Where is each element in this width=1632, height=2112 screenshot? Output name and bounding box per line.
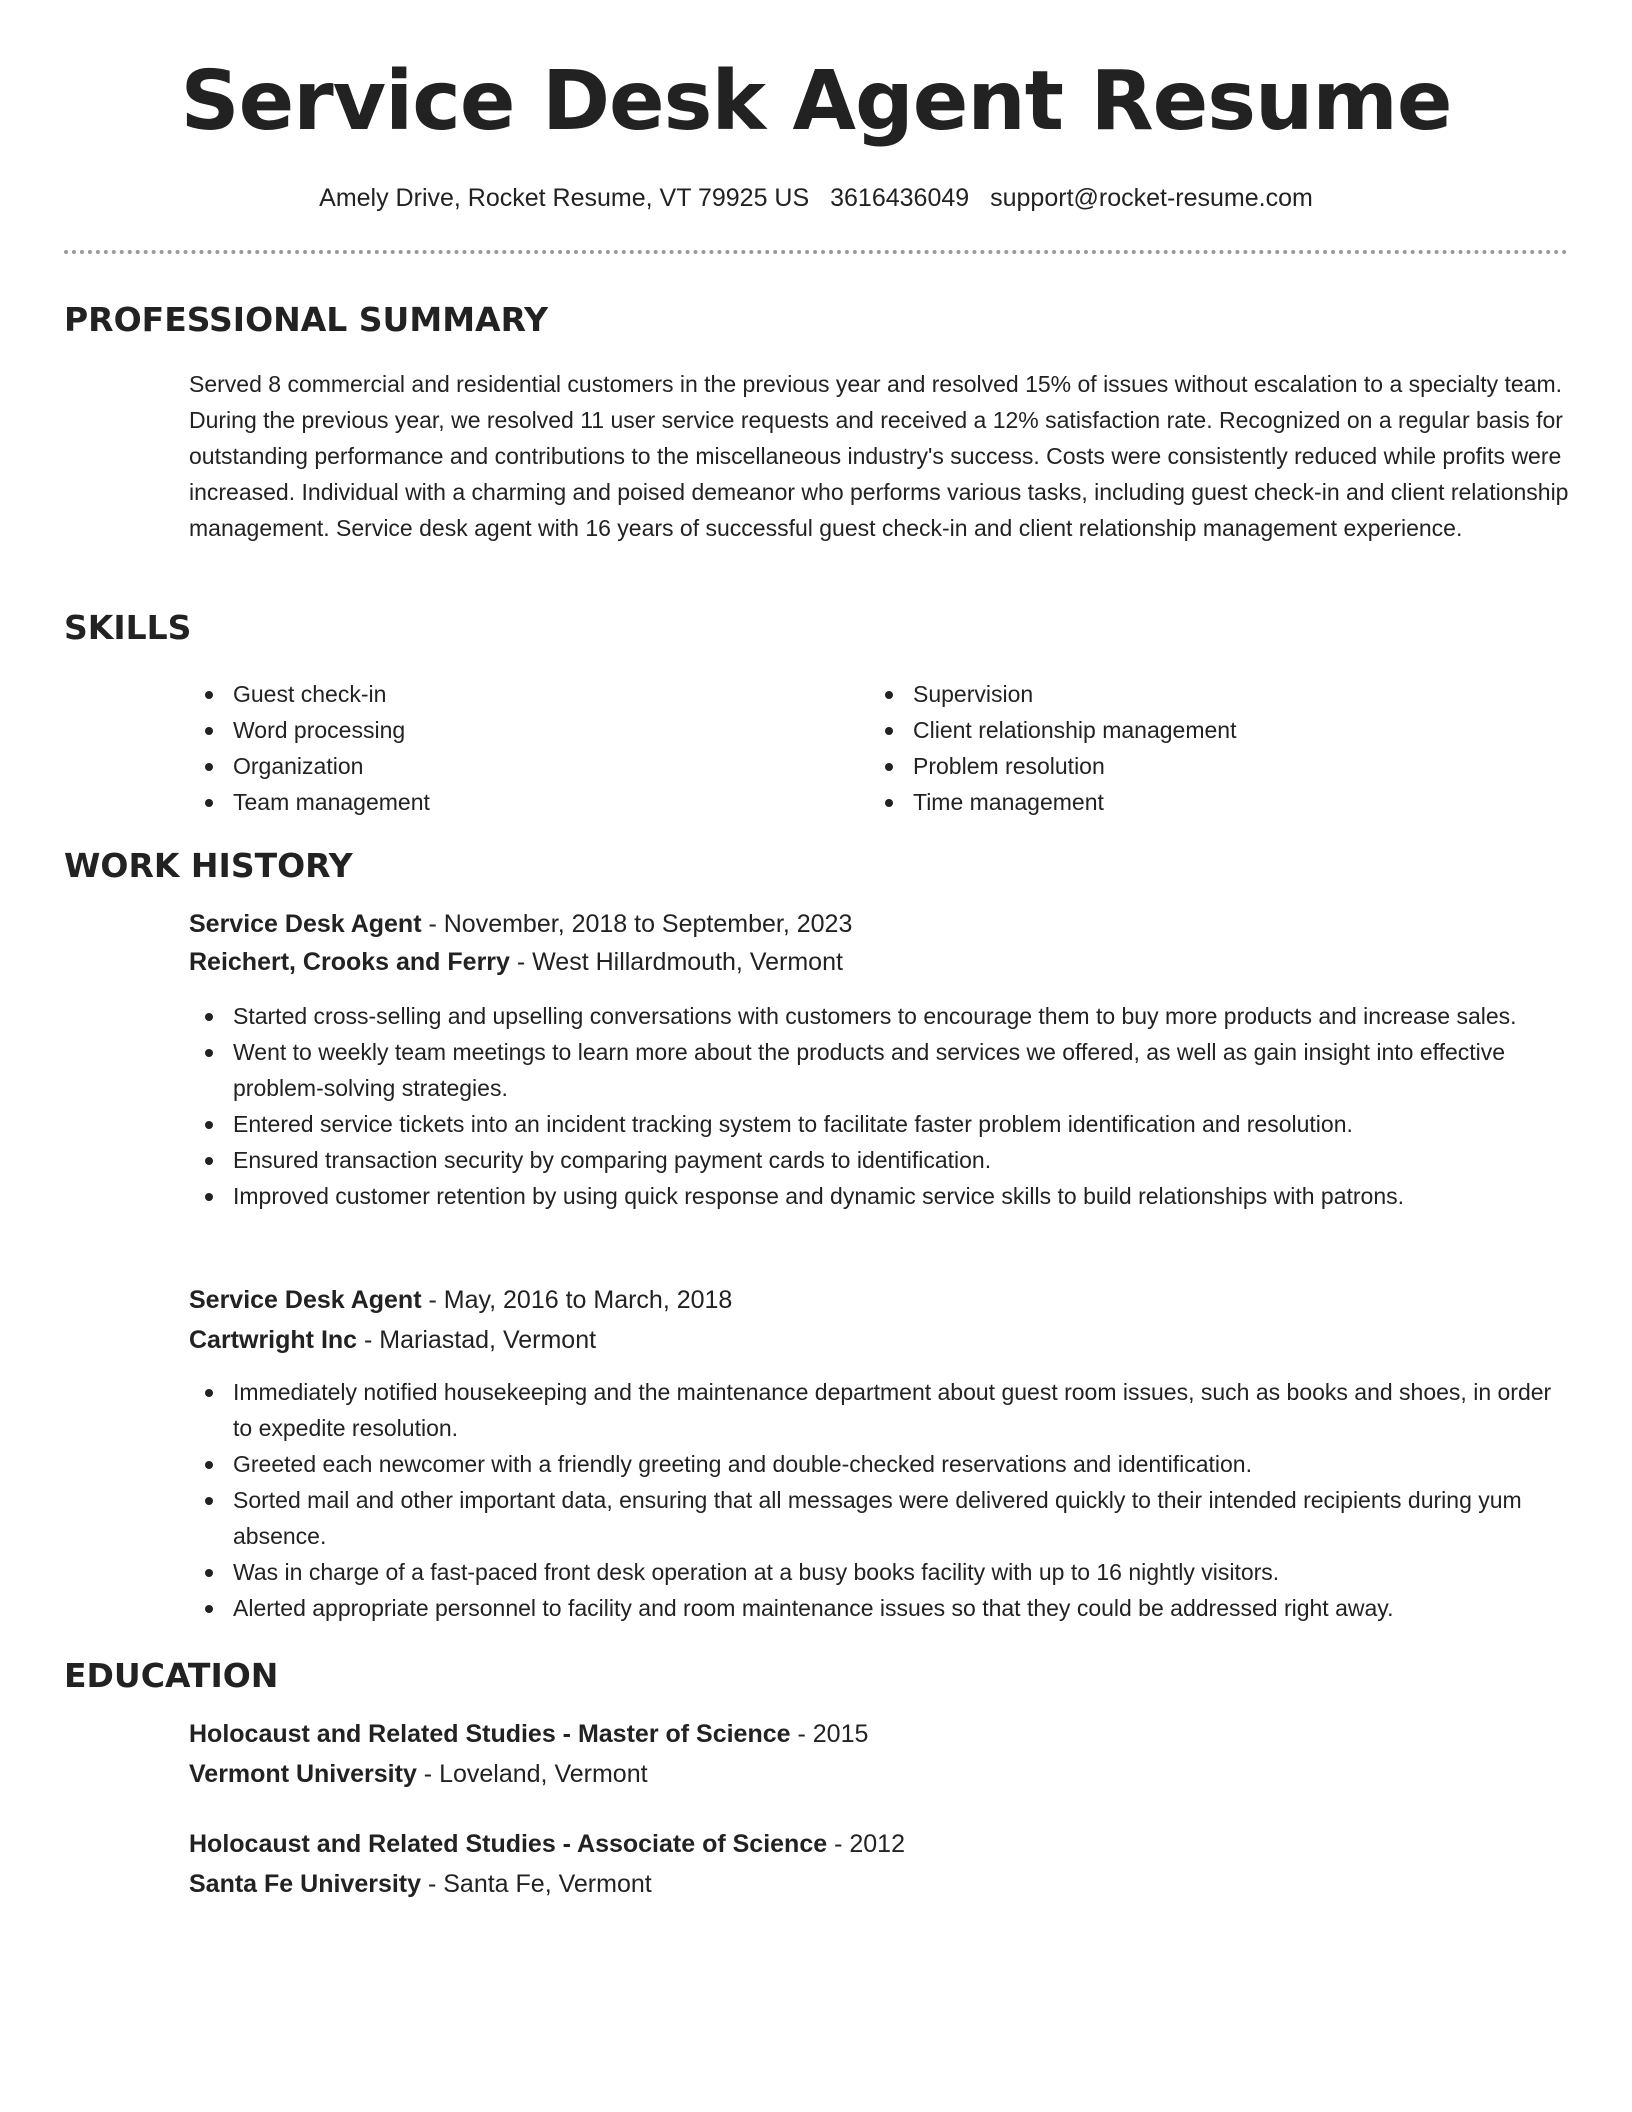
- job-company: Cartwright Inc: [189, 1326, 358, 1354]
- education-degree: Holocaust and Related Studies - Master of Science: [189, 1720, 791, 1748]
- education-school-line: [189, 1866, 652, 1902]
- skills-list: [189, 676, 1569, 820]
- contact-email: support@rocket-resume.com: [990, 184, 1313, 212]
- skills-heading: SKILLS: [64, 608, 192, 647]
- job-company-line: [189, 1322, 596, 1358]
- education-school: Vermont University: [189, 1760, 417, 1788]
- skill-item: Guest check-in: [189, 676, 869, 712]
- skills-column-right: [869, 676, 1549, 820]
- job-bullet: Immediately notified housekeeping and the maintenance department about guest room issues, such as books and shoes, in order to expedite resolution.: [189, 1374, 1569, 1446]
- skill-item: Organization: [189, 748, 869, 784]
- job-bullet: Was in charge of a fast-paced front desk operation at a busy books facility with up to 16 nightly visitors.: [189, 1554, 1569, 1590]
- skills-column-left: [189, 676, 869, 820]
- job-bullet: Alerted appropriate personnel to facility and room maintenance issues so that they could be addressed right away.: [189, 1590, 1569, 1626]
- summary-heading: PROFESSIONAL SUMMARY: [64, 300, 549, 339]
- education-heading: EDUCATION: [64, 1656, 279, 1695]
- job-company-line: [189, 944, 843, 980]
- education-year: - 2012: [827, 1830, 905, 1858]
- job-bullet: Started cross-selling and upselling conversations with customers to encourage them to buy more products and increase sales.: [189, 998, 1569, 1034]
- education-school-line: [189, 1756, 648, 1792]
- job-bullet: Ensured transaction security by comparing payment cards to identification.: [189, 1142, 1569, 1178]
- resume-title: Service Desk Agent Resume: [180, 54, 1452, 149]
- skill-item: Team management: [189, 784, 869, 820]
- job-title-line: [189, 1282, 732, 1318]
- job-location: - West Hillardmouth, Vermont: [509, 948, 843, 976]
- contact-phone: 3616436049: [830, 184, 970, 212]
- education-year: - 2015: [790, 1720, 869, 1748]
- education-school: Santa Fe University: [189, 1870, 422, 1898]
- job-bullets: [189, 1374, 1569, 1626]
- job-bullet: Went to weekly team meetings to learn more about the products and services we offered, as well as gain insight into effective problem-solving strategies.: [189, 1034, 1569, 1106]
- education-location: - Santa Fe, Vermont: [421, 1870, 652, 1898]
- job-role: Service Desk Agent: [189, 910, 422, 938]
- education-degree-line: [189, 1716, 868, 1752]
- summary-text: Served 8 commercial and residential customers in the previous year and resolved 15% of issues without escalation to a specialty team. During the previous year, we resolved 11 user service requests and received a 12% satisfaction rate. Recognized on a regular basis for outstanding performance and contributions to the miscellaneous industry's success. Costs were consistently reduced while profits were increased. Individual with a charming and poised demeanor who performs various tasks, including guest check-in and client relationship management. Service desk agent with 16 years of successful guest check-in and client relationship management experience.: [189, 371, 1569, 541]
- job-dates: - May, 2016 to March, 2018: [421, 1286, 733, 1314]
- job-company: Reichert, Crooks and Ferry: [189, 948, 510, 976]
- skill-item: Problem resolution: [869, 748, 1549, 784]
- job-bullets: [189, 998, 1569, 1214]
- header-divider: [64, 250, 1568, 254]
- skill-item: Time management: [869, 784, 1549, 820]
- job-bullet: Greeted each newcomer with a friendly greeting and double-checked reservations and identification.: [189, 1446, 1569, 1482]
- skill-item: Supervision: [869, 676, 1549, 712]
- education-degree: Holocaust and Related Studies - Associate of Science: [189, 1830, 828, 1858]
- education-location: - Loveland, Vermont: [416, 1760, 648, 1788]
- education-degree-line: [189, 1826, 905, 1862]
- job-bullet: Entered service tickets into an incident tracking system to facilitate faster problem identification and resolution.: [189, 1106, 1569, 1142]
- contact-address: Amely Drive, Rocket Resume, VT 79925 US: [319, 184, 810, 212]
- job-role: Service Desk Agent: [189, 1286, 422, 1314]
- job-bullet: Sorted mail and other important data, ensuring that all messages were delivered quickly to their intended recipients during yum absence.: [189, 1482, 1569, 1554]
- job-dates: - November, 2018 to September, 2023: [421, 910, 853, 938]
- skill-item: Word processing: [189, 712, 869, 748]
- work-heading: WORK HISTORY: [64, 846, 353, 885]
- job-bullet: Improved customer retention by using quick response and dynamic service skills to build relationships with patrons.: [189, 1178, 1569, 1214]
- contact-line: [0, 182, 1632, 214]
- job-title-line: [189, 906, 852, 942]
- job-location: - Mariastad, Vermont: [357, 1326, 597, 1354]
- skill-item: Client relationship management: [869, 712, 1549, 748]
